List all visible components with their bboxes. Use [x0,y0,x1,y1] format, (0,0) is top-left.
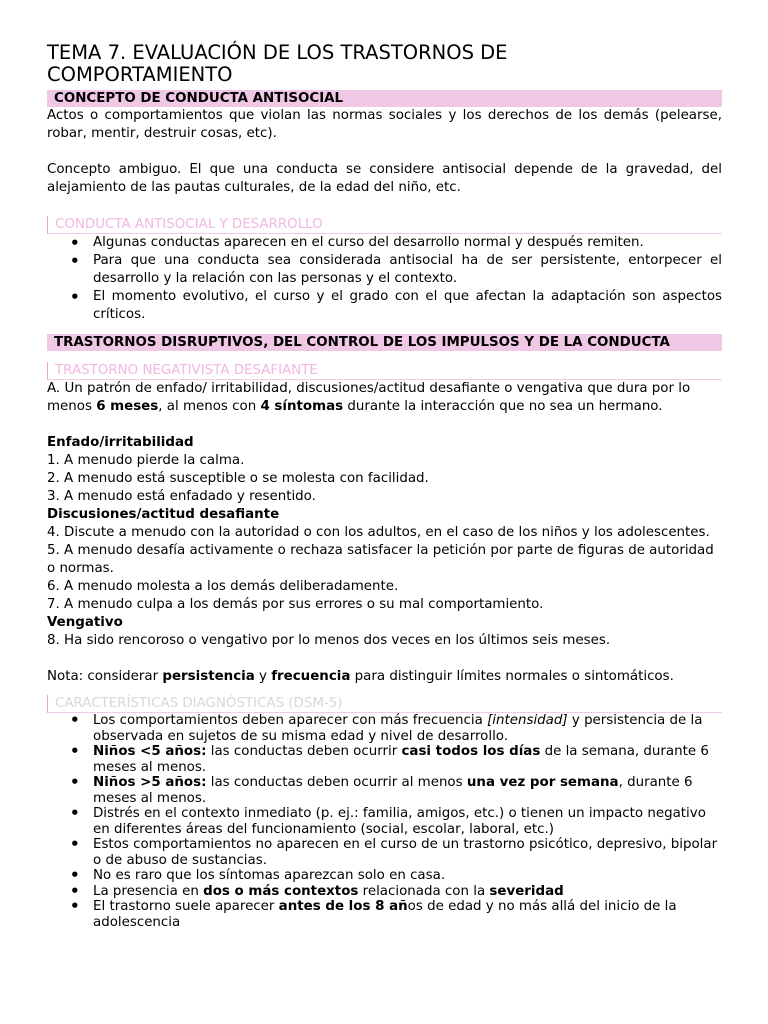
title-line-2: COMPORTAMIENTO [47,63,233,86]
symptom-item: 2. A menudo está susceptible o se molesta con facilidad. [47,471,429,486]
list-item: • No es raro que los síntomas aparezcan solo en casa. [93,868,722,884]
section-heading-desarrollo: CONDUCTA ANTISOCIAL Y DESARROLLO [47,216,722,234]
symptom-item: 1. A menudo pierde la calma. [47,453,245,468]
section-heading-dsm5: CARACTERÍSTICAS DIAGNÓSTICAS (DSM-5) [47,695,722,713]
list-item: • Distrés en el contexto inmediato (p. ej.: familia, amigos, etc.) o tienen un impacto negativo en diferentes áreas del funcionamiento (social, escolar, laboral, etc.) [93,806,722,837]
symptom-item: 6. A menudo molesta a los demás deliberadamente. [47,579,399,594]
list-item: • La presencia en dos o más contextos relacionada con la severidad [93,884,722,900]
section-heading-negativista: TRASTORNO NEGATIVISTA DESAFIANTE [47,362,722,380]
symptom-item: 7. A menudo culpa a los demás por sus errores o su mal comportamiento. [47,597,544,612]
group-heading-enfado: Enfado/irritabilidad [47,435,194,450]
list-item: • Algunas conductas aparecen en el curso del desarrollo normal y después remiten. [93,234,722,252]
list-item: • El trastorno suele aparecer antes de los 8 años de edad y no más allá del inicio de la adolescencia [93,899,722,930]
list-item: • Niños <5 años: las conductas deben ocurrir casi todos los días de la semana, durante 6 meses al menos. [93,744,722,775]
section-heading-trastornos-disruptivos: TRASTORNOS DISRUPTIVOS, DEL CONTROL DE LOS IMPULSOS Y DE LA CONDUCTA [47,334,722,351]
dsm5-list [47,713,722,930]
group-heading-vengativo: Vengativo [47,615,123,630]
note-paragraph: Nota: considerar persistencia y frecuencia para distinguir límites normales o sintomáticos. [47,669,674,684]
desarrollo-list [47,234,722,324]
paragraph-concepto-ambiguo: Concepto ambiguo. El que una conducta se considere antisocial depende de la gravedad, del alejamiento de las pautas culturales, de la edad del niño, etc. [47,162,722,195]
list-item: • Niños >5 años: las conductas deben ocurrir al menos una vez por semana, durante 6 meses al menos. [93,775,722,806]
symptom-item: 5. A menudo desafía activamente o rechaza satisfacer la petición por parte de figuras de autoridad o normas. [47,543,714,576]
section-heading-concepto: CONCEPTO DE CONDUCTA ANTISOCIAL [47,90,722,107]
list-item: • El momento evolutivo, el curso y el grado con el que afectan la adaptación son aspectos críticos. [93,288,722,324]
list-item: • Para que una conducta sea considerada antisocial ha de ser persistente, entorpecer el desarrollo y la relación con las personas y el contexto. [93,252,722,288]
symptom-item: 8. Ha sido rencoroso o vengativo por lo menos dos veces en los últimos seis meses. [47,633,611,648]
symptom-item: 3. A menudo está enfadado y resentido. [47,489,316,504]
group-heading-discusiones: Discusiones/actitud desafiante [47,507,280,522]
title-line-1: TEMA 7. EVALUACIÓN DE LOS TRASTORNOS DE [47,41,508,64]
criterion-a: A. Un patrón de enfado/ irritabilidad, discusiones/actitud desafiante o vengativa que dura por lo menos 6 meses, al menos con 4 síntomas durante la interacción que no sea un hermano. [47,381,691,414]
list-item: • Los comportamientos deben aparecer con más frecuencia [intensidad] y persistencia de la observada en sujetos de su misma edad y nivel de desarrollo. [93,713,722,744]
document-title [47,42,722,86]
symptom-item: 4. Discute a menudo con la autoridad o con los adultos, en el caso de los niños y los adolescentes. [47,525,710,540]
list-item: • Estos comportamientos no aparecen en el curso de un trastorno psicótico, depresivo, bipolar o de abuso de sustancias. [93,837,722,868]
paragraph-definicion: Actos o comportamientos que violan las normas sociales y los derechos de los demás (pelearse, robar, mentir, destruir cosas, etc). [47,108,722,141]
